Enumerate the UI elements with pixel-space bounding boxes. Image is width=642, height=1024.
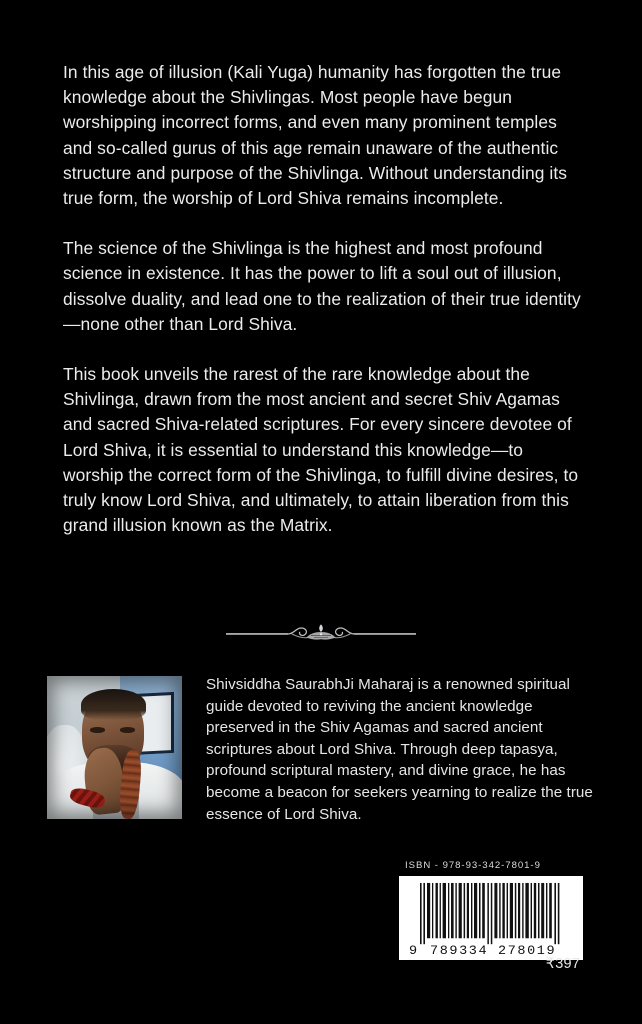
barcode-group-1: 789334	[430, 944, 489, 958]
barcode	[399, 876, 583, 960]
isbn-barcode-section	[399, 860, 583, 960]
isbn-label: ISBN - 978-93-342-7801-9	[405, 860, 541, 871]
blurb-section	[63, 60, 582, 538]
author-bio-text: Shivsiddha SaurabhJi Maharaj is a renowned spiritual guide devoted to reviving the ancient knowledge preserved in the Shiv Agamas and sacred ancient scriptures about Lord Shiva. Through deep tapasya, profound scriptural mastery, and divine grace, he has become a beacon for seekers yearning to realize the true essence of Lord Shiva.	[206, 676, 593, 823]
section-divider	[0, 614, 642, 654]
blurb-paragraph-2: The science of the Shivlinga is the highest and most profound science in existence. It has the power to lift a soul out of illusion, dissolve duality, and lead one to the realization of their true identity—none other than Lord Shiva.	[63, 238, 581, 334]
author-bio	[206, 674, 595, 825]
author-photo-image	[47, 676, 182, 819]
blurb-paragraph-3: This book unveils the rarest of the rare knowledge about the Shivlinga, drawn from the most ancient and secret Shiv Agamas and sacred Shiva-related scriptures. For every sincere devotee of Lord Shiva, it is essential to understand this knowledge—to worship the correct form of the Shivlinga, to fulfill divine desires, to truly know Lord Shiva, and ultimately, to attain liberation from this grand illusion known as the Matrix.	[63, 364, 579, 536]
blurb-paragraph-1: In this age of illusion (Kali Yuga) humanity has forgotten the true knowledge about the Shivlingas. Most people have begun worshipping incorrect forms, and even many prominent temples and so-called gurus of this age remain unaware of the authentic structure and purpose of the Shivlinga. Without understanding its true form, the worship of Lord Shiva remains incomplete.	[63, 62, 568, 209]
ornamental-flourish-divider-icon	[226, 621, 416, 647]
author-photo	[47, 676, 182, 819]
price-label: ₹397	[545, 956, 580, 972]
barcode-left-digit: 9	[409, 944, 418, 958]
barcode-group-2: 278019	[498, 944, 557, 958]
